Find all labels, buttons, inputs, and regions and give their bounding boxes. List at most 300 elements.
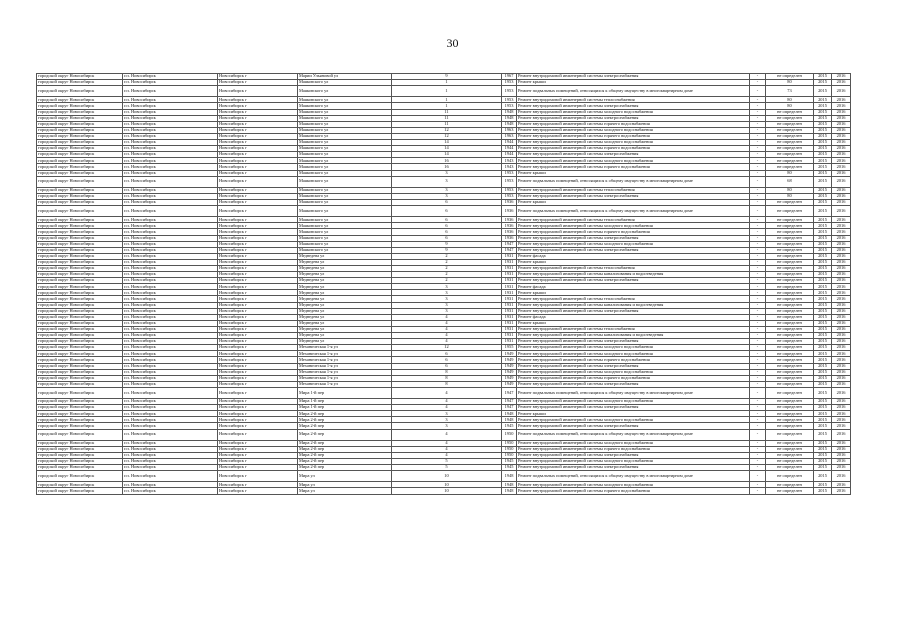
dash-cell: -: [750, 308, 766, 314]
dash-cell: -: [750, 193, 766, 199]
table-row: [37, 206, 851, 217]
work-type-cell: Ремонт внутридомовой инженерной системы горячего водоснабжения: [517, 164, 750, 170]
settlement-cell: г.п. Новосибирск: [123, 217, 218, 223]
work-type-cell: Ремонт внутридомовой инженерной системы электроснабжения: [517, 308, 750, 314]
cost-cell: не определен: [766, 326, 814, 332]
end-year-cell: 2016: [832, 164, 851, 170]
municipality-cell: городской округ Новосибирск: [37, 176, 123, 187]
municipality-cell: городской округ Новосибирск: [37, 351, 123, 357]
settlement-cell: г.п. Новосибирск: [123, 459, 218, 465]
work-type-cell: Ремонт внутридомовой инженерной системы холодного водоснабжения: [517, 482, 750, 488]
dash-cell: -: [750, 363, 766, 369]
municipality-cell: городской округ Новосибирск: [37, 369, 123, 375]
house-number-cell: 10: [392, 482, 502, 488]
locality-cell: Новосибирск г: [218, 109, 298, 115]
work-type-cell: Ремонт крыши: [517, 320, 750, 326]
municipality-cell: городской округ Новосибирск: [37, 465, 123, 471]
start-year-cell: 2015: [814, 387, 832, 398]
start-year-cell: 2015: [814, 158, 832, 164]
dash-cell: -: [750, 170, 766, 176]
locality-cell: Новосибирск г: [218, 440, 298, 446]
start-year-cell: 2015: [814, 253, 832, 259]
street-cell: Мира 2-й пер: [298, 465, 392, 471]
house-number-cell: 6: [392, 363, 502, 369]
work-type-cell: Ремонт подвальных помещений, относящихся к общему имуществу в многоквартирном доме: [517, 387, 750, 398]
end-year-cell: 2016: [832, 339, 851, 345]
municipality-cell: городской округ Новосибирск: [37, 284, 123, 290]
end-year-cell: 2016: [832, 284, 851, 290]
dash-cell: -: [750, 103, 766, 109]
settlement-cell: г.п. Новосибирск: [123, 199, 218, 205]
year-built-cell: 1936: [502, 223, 517, 229]
start-year-cell: 2015: [814, 369, 832, 375]
settlement-cell: г.п. Новосибирск: [123, 140, 218, 146]
start-year-cell: 2015: [814, 333, 832, 339]
end-year-cell: 2016: [832, 465, 851, 471]
street-cell: Мира 2-й пер: [298, 459, 392, 465]
year-built-cell: 1931: [502, 284, 517, 290]
start-year-cell: 2015: [814, 74, 832, 80]
house-number-cell: 11: [392, 121, 502, 127]
locality-cell: Новосибирск г: [218, 465, 298, 471]
street-cell: Мира 1-й пер: [298, 387, 392, 398]
year-built-cell: 1963: [502, 133, 517, 139]
end-year-cell: 2016: [832, 326, 851, 332]
locality-cell: Новосибирск г: [218, 399, 298, 405]
work-type-cell: Ремонт подвальных помещений, относящихся к общему имуществу в многоквартирном доме: [517, 86, 750, 97]
dash-cell: -: [750, 127, 766, 133]
house-number-cell: 3: [392, 170, 502, 176]
house-number-cell: 10: [392, 488, 502, 494]
house-number-cell: 4: [392, 320, 502, 326]
house-number-cell: 8: [392, 369, 502, 375]
house-number-cell: 4: [392, 387, 502, 398]
locality-cell: Новосибирск г: [218, 199, 298, 205]
settlement-cell: г.п. Новосибирск: [123, 74, 218, 80]
cost-cell: 73: [766, 86, 814, 97]
settlement-cell: г.п. Новосибирск: [123, 482, 218, 488]
municipality-cell: городской округ Новосибирск: [37, 320, 123, 326]
year-built-cell: 1949: [502, 375, 517, 381]
settlement-cell: г.п. Новосибирск: [123, 326, 218, 332]
end-year-cell: 2016: [832, 452, 851, 458]
settlement-cell: г.п. Новосибирск: [123, 193, 218, 199]
end-year-cell: 2016: [832, 423, 851, 429]
year-built-cell: 1953: [502, 103, 517, 109]
cost-cell: не определен: [766, 247, 814, 253]
street-cell: Механическая 1-я ул: [298, 369, 392, 375]
work-type-cell: Ремонт крыши: [517, 411, 750, 417]
locality-cell: Новосибирск г: [218, 158, 298, 164]
year-built-cell: 1936: [502, 235, 517, 241]
page-number: 30: [446, 36, 459, 50]
settlement-cell: г.п. Новосибирск: [123, 333, 218, 339]
work-type-cell: Ремонт внутридомовой инженерной системы электроснабжения: [517, 103, 750, 109]
dash-cell: -: [750, 235, 766, 241]
street-cell: Мира ул: [298, 488, 392, 494]
end-year-cell: 2016: [832, 253, 851, 259]
street-cell: Маяковского ул: [298, 199, 392, 205]
end-year-cell: 2016: [832, 115, 851, 121]
settlement-cell: г.п. Новосибирск: [123, 176, 218, 187]
start-year-cell: 2015: [814, 266, 832, 272]
house-number-cell: 6: [392, 235, 502, 241]
end-year-cell: 2016: [832, 187, 851, 193]
locality-cell: Новосибирск г: [218, 339, 298, 345]
table-row: [37, 86, 851, 97]
settlement-cell: г.п. Новосибирск: [123, 320, 218, 326]
municipality-cell: городской округ Новосибирск: [37, 158, 123, 164]
end-year-cell: 2016: [832, 482, 851, 488]
settlement-cell: г.п. Новосибирск: [123, 259, 218, 265]
cost-cell: не определен: [766, 369, 814, 375]
municipality-cell: городской округ Новосибирск: [37, 241, 123, 247]
end-year-cell: 2016: [832, 103, 851, 109]
cost-cell: не определен: [766, 405, 814, 411]
settlement-cell: г.п. Новосибирск: [123, 339, 218, 345]
street-cell: Маяковского ул: [298, 115, 392, 121]
year-built-cell: 1963: [502, 127, 517, 133]
dash-cell: -: [750, 229, 766, 235]
cost-cell: не определен: [766, 115, 814, 121]
municipality-cell: городской округ Новосибирск: [37, 405, 123, 411]
house-number-cell: 3: [392, 187, 502, 193]
house-number-cell: 11: [392, 109, 502, 115]
cost-cell: не определен: [766, 333, 814, 339]
dash-cell: -: [750, 411, 766, 417]
locality-cell: Новосибирск г: [218, 314, 298, 320]
settlement-cell: г.п. Новосибирск: [123, 235, 218, 241]
municipality-cell: городской округ Новосибирск: [37, 471, 123, 482]
year-built-cell: 1953: [502, 170, 517, 176]
street-cell: Медведева ул: [298, 333, 392, 339]
work-type-cell: Ремонт фасада: [517, 314, 750, 320]
settlement-cell: г.п. Новосибирск: [123, 375, 218, 381]
end-year-cell: 2016: [832, 217, 851, 223]
start-year-cell: 2015: [814, 482, 832, 488]
work-type-cell: Ремонт внутридомовой инженерной системы холодного водоснабжения: [517, 241, 750, 247]
dash-cell: -: [750, 187, 766, 193]
settlement-cell: г.п. Новосибирск: [123, 302, 218, 308]
start-year-cell: 2015: [814, 465, 832, 471]
settlement-cell: г.п. Новосибирск: [123, 290, 218, 296]
municipality-cell: городской округ Новосибирск: [37, 387, 123, 398]
cost-cell: не определен: [766, 223, 814, 229]
municipality-cell: городской округ Новосибирск: [37, 296, 123, 302]
work-type-cell: Ремонт внутридомовой инженерной системы теплоснабжения: [517, 326, 750, 332]
start-year-cell: 2015: [814, 296, 832, 302]
locality-cell: Новосибирск г: [218, 115, 298, 121]
dash-cell: -: [750, 140, 766, 146]
settlement-cell: г.п. Новосибирск: [123, 465, 218, 471]
dash-cell: -: [750, 259, 766, 265]
start-year-cell: 2015: [814, 187, 832, 193]
house-number-cell: 4: [392, 446, 502, 452]
street-cell: Мира 1-й пер: [298, 399, 392, 405]
street-cell: Медведева ул: [298, 339, 392, 345]
work-type-cell: Ремонт внутридомовой инженерной системы горячего водоснабжения: [517, 121, 750, 127]
year-built-cell: 1947: [502, 405, 517, 411]
year-built-cell: 1931: [502, 302, 517, 308]
dash-cell: -: [750, 423, 766, 429]
dash-cell: -: [750, 465, 766, 471]
year-built-cell: 1931: [502, 272, 517, 278]
locality-cell: Новосибирск г: [218, 74, 298, 80]
house-number-cell: 6: [392, 357, 502, 363]
street-cell: Маяковского ул: [298, 109, 392, 115]
locality-cell: Новосибирск г: [218, 387, 298, 398]
start-year-cell: 2015: [814, 235, 832, 241]
house-number-cell: 9: [392, 241, 502, 247]
cost-cell: 68: [766, 176, 814, 187]
dash-cell: -: [750, 272, 766, 278]
cost-cell: не определен: [766, 488, 814, 494]
table-row: [37, 429, 851, 440]
cost-cell: не определен: [766, 241, 814, 247]
house-number-cell: 4: [392, 440, 502, 446]
work-type-cell: Ремонт внутридомовой инженерной системы горячего водоснабжения: [517, 488, 750, 494]
house-number-cell: 11: [392, 115, 502, 121]
settlement-cell: г.п. Новосибирск: [123, 247, 218, 253]
locality-cell: Новосибирск г: [218, 146, 298, 152]
year-built-cell: 1943: [502, 158, 517, 164]
house-number-cell: 14: [392, 140, 502, 146]
municipality-cell: городской округ Новосибирск: [37, 363, 123, 369]
year-built-cell: 1967: [502, 74, 517, 80]
municipality-cell: городской округ Новосибирск: [37, 459, 123, 465]
locality-cell: Новосибирск г: [218, 103, 298, 109]
locality-cell: Новосибирск г: [218, 121, 298, 127]
settlement-cell: г.п. Новосибирск: [123, 80, 218, 86]
end-year-cell: 2016: [832, 405, 851, 411]
start-year-cell: 2015: [814, 259, 832, 265]
settlement-cell: г.п. Новосибирск: [123, 109, 218, 115]
year-built-cell: 1950: [502, 452, 517, 458]
cost-cell: не определен: [766, 459, 814, 465]
locality-cell: Новосибирск г: [218, 164, 298, 170]
cost-cell: не определен: [766, 429, 814, 440]
street-cell: Медведева ул: [298, 314, 392, 320]
street-cell: Медведева ул: [298, 259, 392, 265]
cost-cell: не определен: [766, 440, 814, 446]
start-year-cell: 2015: [814, 290, 832, 296]
cost-cell: не определен: [766, 320, 814, 326]
end-year-cell: 2016: [832, 488, 851, 494]
settlement-cell: г.п. Новосибирск: [123, 357, 218, 363]
municipality-cell: городской округ Новосибирск: [37, 187, 123, 193]
settlement-cell: г.п. Новосибирск: [123, 278, 218, 284]
year-built-cell: 1953: [502, 80, 517, 86]
house-number-cell: 3: [392, 176, 502, 187]
cost-cell: не определен: [766, 452, 814, 458]
municipality-cell: городской округ Новосибирск: [37, 133, 123, 139]
end-year-cell: 2016: [832, 235, 851, 241]
street-cell: Маяковского ул: [298, 176, 392, 187]
municipality-cell: городской округ Новосибирск: [37, 429, 123, 440]
dash-cell: -: [750, 333, 766, 339]
start-year-cell: 2015: [814, 103, 832, 109]
dash-cell: -: [750, 199, 766, 205]
dash-cell: -: [750, 152, 766, 158]
work-type-cell: Ремонт внутридомовой инженерной системы электроснабжения: [517, 452, 750, 458]
cost-cell: не определен: [766, 417, 814, 423]
start-year-cell: 2015: [814, 152, 832, 158]
street-cell: Маяковского ул: [298, 152, 392, 158]
end-year-cell: 2016: [832, 133, 851, 139]
work-type-cell: Ремонт внутридомовой инженерной системы холодного водоснабжения: [517, 127, 750, 133]
street-cell: Маяковского ул: [298, 170, 392, 176]
cost-cell: не определен: [766, 357, 814, 363]
house-number-cell: 1: [392, 86, 502, 97]
cost-cell: не определен: [766, 74, 814, 80]
settlement-cell: г.п. Новосибирск: [123, 97, 218, 103]
start-year-cell: 2015: [814, 170, 832, 176]
end-year-cell: 2016: [832, 411, 851, 417]
settlement-cell: г.п. Новосибирск: [123, 446, 218, 452]
year-built-cell: 1931: [502, 339, 517, 345]
house-number-cell: 3: [392, 193, 502, 199]
house-number-cell: 4: [392, 333, 502, 339]
house-number-cell: 14: [392, 152, 502, 158]
house-number-cell: 4: [392, 326, 502, 332]
street-cell: Маяковского ул: [298, 97, 392, 103]
house-number-cell: 3: [392, 308, 502, 314]
locality-cell: Новосибирск г: [218, 302, 298, 308]
cost-cell: не определен: [766, 381, 814, 387]
end-year-cell: 2016: [832, 357, 851, 363]
work-type-cell: Ремонт внутридомовой инженерной системы электроснабжения: [517, 405, 750, 411]
house-number-cell: 5: [392, 465, 502, 471]
year-built-cell: 1931: [502, 290, 517, 296]
cost-cell: не определен: [766, 158, 814, 164]
year-built-cell: 1944: [502, 152, 517, 158]
locality-cell: Новосибирск г: [218, 488, 298, 494]
settlement-cell: г.п. Новосибирск: [123, 223, 218, 229]
end-year-cell: 2016: [832, 471, 851, 482]
dash-cell: -: [750, 471, 766, 482]
year-built-cell: 1949: [502, 363, 517, 369]
dash-cell: -: [750, 115, 766, 121]
locality-cell: Новосибирск г: [218, 133, 298, 139]
settlement-cell: г.п. Новосибирск: [123, 440, 218, 446]
municipality-cell: городской округ Новосибирск: [37, 266, 123, 272]
cost-cell: не определен: [766, 302, 814, 308]
locality-cell: Новосибирск г: [218, 284, 298, 290]
year-built-cell: 1950: [502, 429, 517, 440]
year-built-cell: 1950: [502, 440, 517, 446]
locality-cell: Новосибирск г: [218, 97, 298, 103]
street-cell: Мира 2-й пер: [298, 429, 392, 440]
municipality-cell: городской округ Новосибирск: [37, 193, 123, 199]
municipality-cell: городской округ Новосибирск: [37, 290, 123, 296]
end-year-cell: 2016: [832, 308, 851, 314]
cost-cell: не определен: [766, 339, 814, 345]
municipality-cell: городской округ Новосибирск: [37, 333, 123, 339]
dash-cell: -: [750, 121, 766, 127]
year-built-cell: 1931: [502, 314, 517, 320]
street-cell: Маяковского ул: [298, 127, 392, 133]
street-cell: Маяковского ул: [298, 133, 392, 139]
start-year-cell: 2015: [814, 247, 832, 253]
start-year-cell: 2015: [814, 405, 832, 411]
municipality-cell: городской округ Новосибирск: [37, 217, 123, 223]
start-year-cell: 2015: [814, 176, 832, 187]
start-year-cell: 2015: [814, 345, 832, 351]
year-built-cell: 1936: [502, 199, 517, 205]
year-built-cell: 1948: [502, 121, 517, 127]
start-year-cell: 2015: [814, 459, 832, 465]
year-built-cell: 1931: [502, 296, 517, 302]
work-type-cell: Ремонт внутридомовой инженерной системы горячего водоснабжения: [517, 446, 750, 452]
year-built-cell: 1953: [502, 176, 517, 187]
settlement-cell: г.п. Новосибирск: [123, 417, 218, 423]
dash-cell: -: [750, 74, 766, 80]
cost-cell: не определен: [766, 351, 814, 357]
end-year-cell: 2016: [832, 97, 851, 103]
locality-cell: Новосибирск г: [218, 206, 298, 217]
work-type-cell: Ремонт крыши: [517, 290, 750, 296]
street-cell: Маяковского ул: [298, 140, 392, 146]
end-year-cell: 2016: [832, 459, 851, 465]
start-year-cell: 2015: [814, 351, 832, 357]
start-year-cell: 2015: [814, 381, 832, 387]
settlement-cell: г.п. Новосибирск: [123, 206, 218, 217]
house-number-cell: 2: [392, 278, 502, 284]
start-year-cell: 2015: [814, 339, 832, 345]
settlement-cell: г.п. Новосибирск: [123, 266, 218, 272]
settlement-cell: г.п. Новосибирск: [123, 146, 218, 152]
house-number-cell: 1: [392, 80, 502, 86]
settlement-cell: г.п. Новосибирск: [123, 103, 218, 109]
locality-cell: Новосибирск г: [218, 482, 298, 488]
start-year-cell: 2015: [814, 488, 832, 494]
street-cell: Медведева ул: [298, 278, 392, 284]
street-cell: Маяковского ул: [298, 235, 392, 241]
house-number-cell: 4: [392, 429, 502, 440]
street-cell: Механическая 1-я ул: [298, 381, 392, 387]
house-number-cell: 3: [392, 302, 502, 308]
locality-cell: Новосибирск г: [218, 80, 298, 86]
dash-cell: -: [750, 459, 766, 465]
locality-cell: Новосибирск г: [218, 152, 298, 158]
work-type-cell: Ремонт внутридомовой инженерной системы электроснабжения: [517, 363, 750, 369]
cost-cell: не определен: [766, 272, 814, 278]
cost-cell: 80: [766, 97, 814, 103]
year-built-cell: 1931: [502, 259, 517, 265]
year-built-cell: 1947: [502, 247, 517, 253]
locality-cell: Новосибирск г: [218, 266, 298, 272]
cost-cell: не определен: [766, 146, 814, 152]
table-row: [37, 176, 851, 187]
municipality-cell: городской округ Новосибирск: [37, 440, 123, 446]
municipality-cell: городской округ Новосибирск: [37, 446, 123, 452]
year-built-cell: 1931: [502, 333, 517, 339]
locality-cell: Новосибирск г: [218, 253, 298, 259]
start-year-cell: 2015: [814, 86, 832, 97]
cost-cell: не определен: [766, 253, 814, 259]
cost-cell: не определен: [766, 259, 814, 265]
locality-cell: Новосибирск г: [218, 176, 298, 187]
end-year-cell: 2016: [832, 229, 851, 235]
cost-cell: 80: [766, 80, 814, 86]
municipality-cell: городской округ Новосибирск: [37, 235, 123, 241]
municipality-cell: городской округ Новосибирск: [37, 115, 123, 121]
locality-cell: Новосибирск г: [218, 86, 298, 97]
cost-cell: не определен: [766, 399, 814, 405]
municipality-cell: городской округ Новосибирск: [37, 452, 123, 458]
locality-cell: Новосибирск г: [218, 381, 298, 387]
end-year-cell: 2016: [832, 223, 851, 229]
